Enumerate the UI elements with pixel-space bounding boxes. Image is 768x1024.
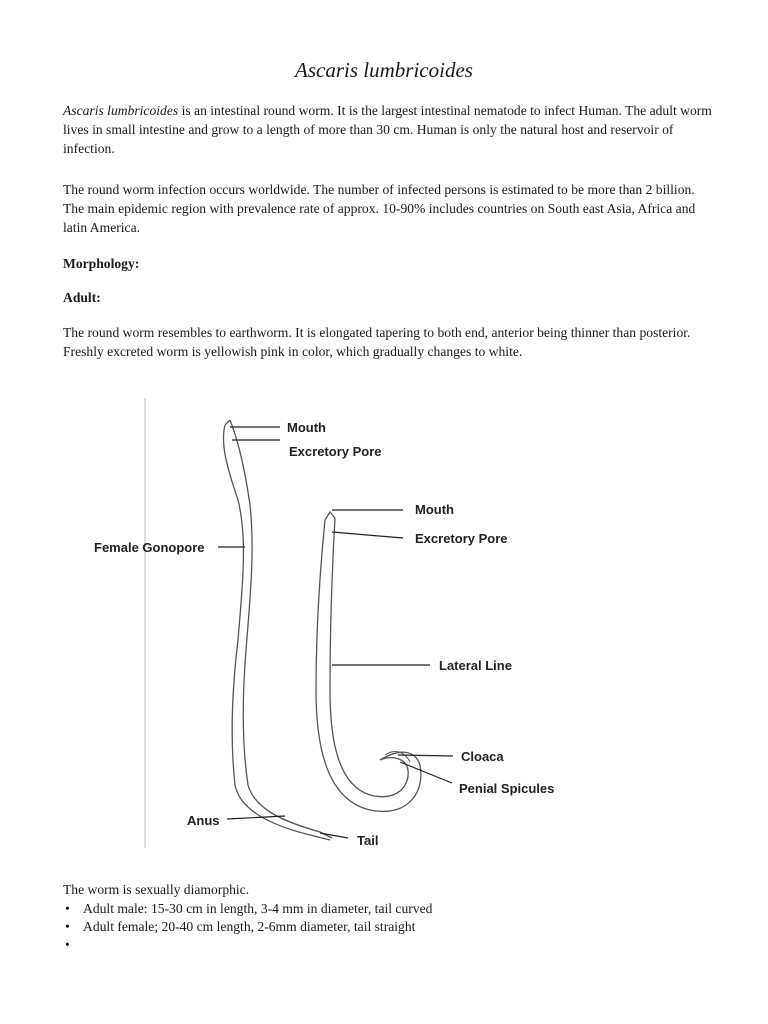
label-lateral-line: Lateral Line bbox=[439, 658, 512, 673]
list-item: • Adult male: 15-30 cm in length, 3-4 mm in diameter, tail curved bbox=[63, 900, 432, 918]
label-cloaca: Cloaca bbox=[461, 749, 504, 764]
worm-diagram bbox=[80, 390, 600, 860]
male-worm bbox=[316, 512, 421, 811]
heading-adult: Adult: bbox=[63, 290, 101, 305]
bullet-list bbox=[63, 900, 432, 954]
label-female-gonopore: Female Gonopore bbox=[94, 540, 205, 555]
heading-morphology: Morphology: bbox=[63, 256, 140, 271]
label-penial-spicules: Penial Spicules bbox=[459, 781, 555, 796]
intro-paragraph bbox=[63, 101, 713, 158]
leader-lines bbox=[218, 427, 453, 838]
scan-edge bbox=[144, 398, 146, 848]
page-title: Ascaris lumbricoides bbox=[295, 58, 473, 82]
label-excretory-pore-female: Excretory Pore bbox=[289, 444, 382, 459]
intro-paragraph-text: is an intestinal round worm. It is the largest intestinal nematode to infect Human. The adult worm lives in small intestine and grow to a length of more than 30 cm. Human is only the natural host and reservoir of infection. bbox=[63, 103, 712, 156]
label-mouth-male: Mouth bbox=[415, 502, 454, 517]
label-mouth-female: Mouth bbox=[287, 420, 326, 435]
list-item: • Adult female; 20-40 cm length, 2-6mm diameter, tail straight bbox=[63, 918, 432, 936]
female-worm bbox=[223, 420, 332, 840]
adult-paragraph: The round worm resembles to earthworm. It is elongated tapering to both end, anterior being thinner than posterior. Freshly excreted worm is yellowish pink in color, which gradually changes to white. bbox=[63, 325, 691, 359]
label-anus: Anus bbox=[187, 813, 220, 828]
label-tail: Tail bbox=[357, 833, 379, 848]
list-item bbox=[63, 936, 432, 954]
dimorphism-intro: The worm is sexually diamorphic. bbox=[63, 882, 250, 897]
label-excretory-pore-male: Excretory Pore bbox=[415, 531, 508, 546]
distribution-paragraph: The round worm infection occurs worldwide. The number of infected persons is estimated to be more than 2 billion. The main epidemic region with prevalence rate of approx. 10-90% includes countries on South east Asia, Africa and latin America. bbox=[63, 182, 696, 235]
species-name: Ascaris lumbricoides bbox=[63, 103, 179, 118]
